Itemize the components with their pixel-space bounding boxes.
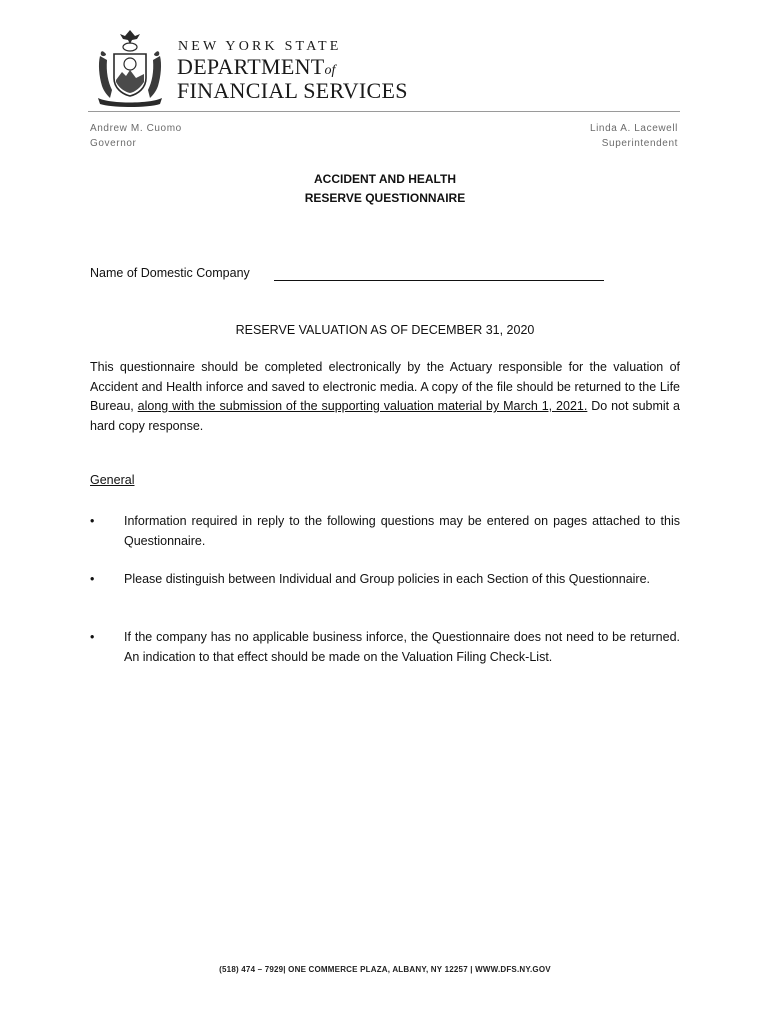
agency-name-line3: FINANCIAL SERVICES (177, 78, 408, 103)
governor-name: Andrew M. Cuomo (90, 123, 182, 134)
governor-title: Governor (90, 138, 137, 149)
list-item (90, 628, 680, 667)
list-item (90, 512, 680, 551)
agency-name-line2 (177, 54, 335, 80)
intro-text-part1: This questionnaire should be completed electronically by the Actuary responsible for the valuation of Accident and Health inforce and saved to electronic media. A copy of the file should be returned to the Life Bureau, (90, 360, 680, 413)
list-item (90, 570, 680, 590)
company-name-field[interactable] (274, 262, 604, 281)
superintendent-name: Linda A. Lacewell (589, 123, 678, 134)
intro-deadline-underlined: along with the submission of the supporting valuation material by March 1, 2021. (137, 399, 588, 413)
document-title-line2: RESERVE QUESTIONNAIRE (304, 191, 466, 205)
document-title-line1: ACCIDENT AND HEALTH (314, 172, 456, 186)
agency-name-department: DEPARTMENT (177, 54, 325, 79)
superintendent-title: Superintendent (601, 138, 678, 149)
bullet-icon: • (90, 514, 95, 528)
footer-contact: (518) 474 – 7929| ONE COMMERCE PLAZA, ALBANY, NY 12257 | WWW.DFS.NY.GOV (219, 965, 551, 974)
agency-name-of: of (324, 63, 336, 78)
agency-name-line1: NEW YORK STATE (178, 39, 342, 54)
section-heading-general: General (90, 473, 135, 487)
bullet-icon: • (90, 572, 95, 586)
intro-text-part2: Do not submit a hard copy response. (90, 399, 680, 433)
header-divider (88, 111, 680, 112)
bullet-icon: • (90, 630, 95, 644)
company-name-label: Name of Domestic Company (90, 266, 250, 280)
intro-paragraph (90, 358, 680, 436)
valuation-date-heading: RESERVE VALUATION AS OF DECEMBER 31, 2020 (235, 323, 535, 337)
list-item-text: If the company has no applicable business inforce, the Questionnaire does not need to be returned. An indication to that effect should be made on the Valuation Filing Check-List. (124, 630, 680, 664)
list-item-text: Please distinguish between Individual and Group policies in each Section of this Questionnaire. (124, 572, 651, 586)
list-item-text: Information required in reply to the following questions may be entered on pages attached to this Questionnaire. (124, 514, 680, 548)
state-seal-icon (92, 28, 168, 108)
